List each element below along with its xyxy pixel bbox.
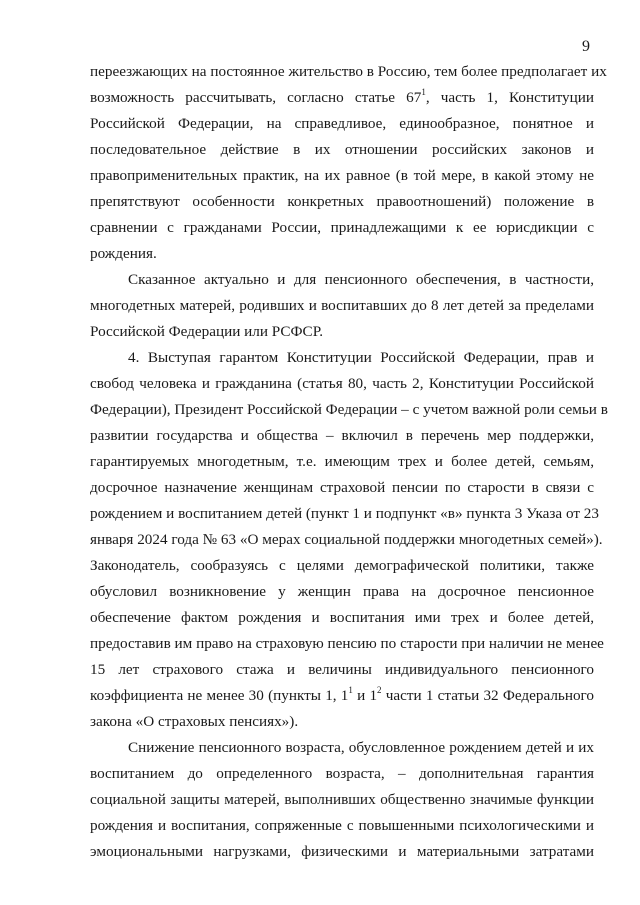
text-line: последовательное действие в их отношении российских законов и: [90, 141, 594, 158]
paragraph-first-line: Снижение пенсионного возраста, обусловленное рождением детей и их: [128, 739, 594, 756]
text-line: Федерации), Президент Российской Федерации – с учетом важной роли семьи в: [90, 401, 608, 418]
text-line: закона «О страховых пенсиях»).: [90, 713, 299, 730]
text-line: обеспечение фактом рождения и воспитания ими трех и более детей,: [90, 609, 594, 626]
text-line: рождением и воспитанием детей (пункт 1 и подпункт «в» пункта 3 Указа от 23: [90, 505, 599, 522]
text-line: досрочное назначение женщинам страховой пенсии по старости в связи с: [90, 479, 594, 496]
text-line: воспитанием до определенного возраста, – дополнительная гарантия: [90, 765, 594, 782]
text-line: рождения и воспитания, сопряженные с повышенными психологическими и: [90, 817, 594, 834]
text-line: социальной защиты матерей, выполнивших общественно значимые функции: [90, 791, 594, 808]
text-line: предоставив им право на страховую пенсию по старости при наличии не менее: [90, 635, 604, 652]
text-line: возможность рассчитывать, согласно статье $67^1$, часть 1, Конституции: [90, 86, 594, 106]
text-line: обусловил возникновение у женщин права на досрочное пенсионное: [90, 583, 594, 600]
text-line: правоприменительных практик, на их равное (в той мере, в какой этому не: [90, 167, 594, 184]
text-line: 15 лет страхового стажа и величины индивидуального пенсионного: [90, 661, 594, 678]
text-line: многодетных матерей, родивших и воспитавших до 8 лет детей за пределами: [90, 297, 594, 314]
text-line: Законодатель, сообразуясь с целями демографической политики, также: [90, 557, 594, 574]
text-line: сравнении с гражданами России, принадлежащими к ее юрисдикции с: [90, 219, 594, 236]
text-line: препятствуют особенности конкретных правоотношений) положение в: [90, 193, 594, 210]
text-line: Российской Федерации, на справедливое, единообразное, понятное и: [90, 115, 594, 132]
text-line: переезжающих на постоянное жительство в Россию, тем более предполагает их: [90, 63, 607, 80]
text-line: Российской Федерации или РСФСР.: [90, 323, 324, 340]
text-line: свобод человека и гражданина (статья 80, часть 2, Конституции Российской: [90, 375, 594, 392]
paragraph-first-line: 4. Выступая гарантом Конституции Российской Федерации, прав и: [128, 349, 594, 366]
paragraph-first-line: Сказанное актуально и для пенсионного обеспечения, в частности,: [128, 271, 594, 288]
text-line: эмоциональными нагрузками, физическими и материальными затратами: [90, 843, 594, 860]
text-line: января 2024 года № 63 «О мерах социальной поддержки многодетных семей»).: [90, 531, 603, 548]
text-line: коэффициента не менее 30 (пункты 1, $1^1$ и $1^2$ части 1 статьи 32 Федерального: [90, 684, 594, 704]
text-line: гарантируемых многодетным, т.е. имеющим трех и более детей, семьям,: [90, 453, 594, 470]
page-number: 9: [582, 38, 590, 55]
text-line: рождения.: [90, 245, 157, 262]
text-line: развитии государства и общества – включил в перечень мер поддержки,: [90, 427, 594, 444]
